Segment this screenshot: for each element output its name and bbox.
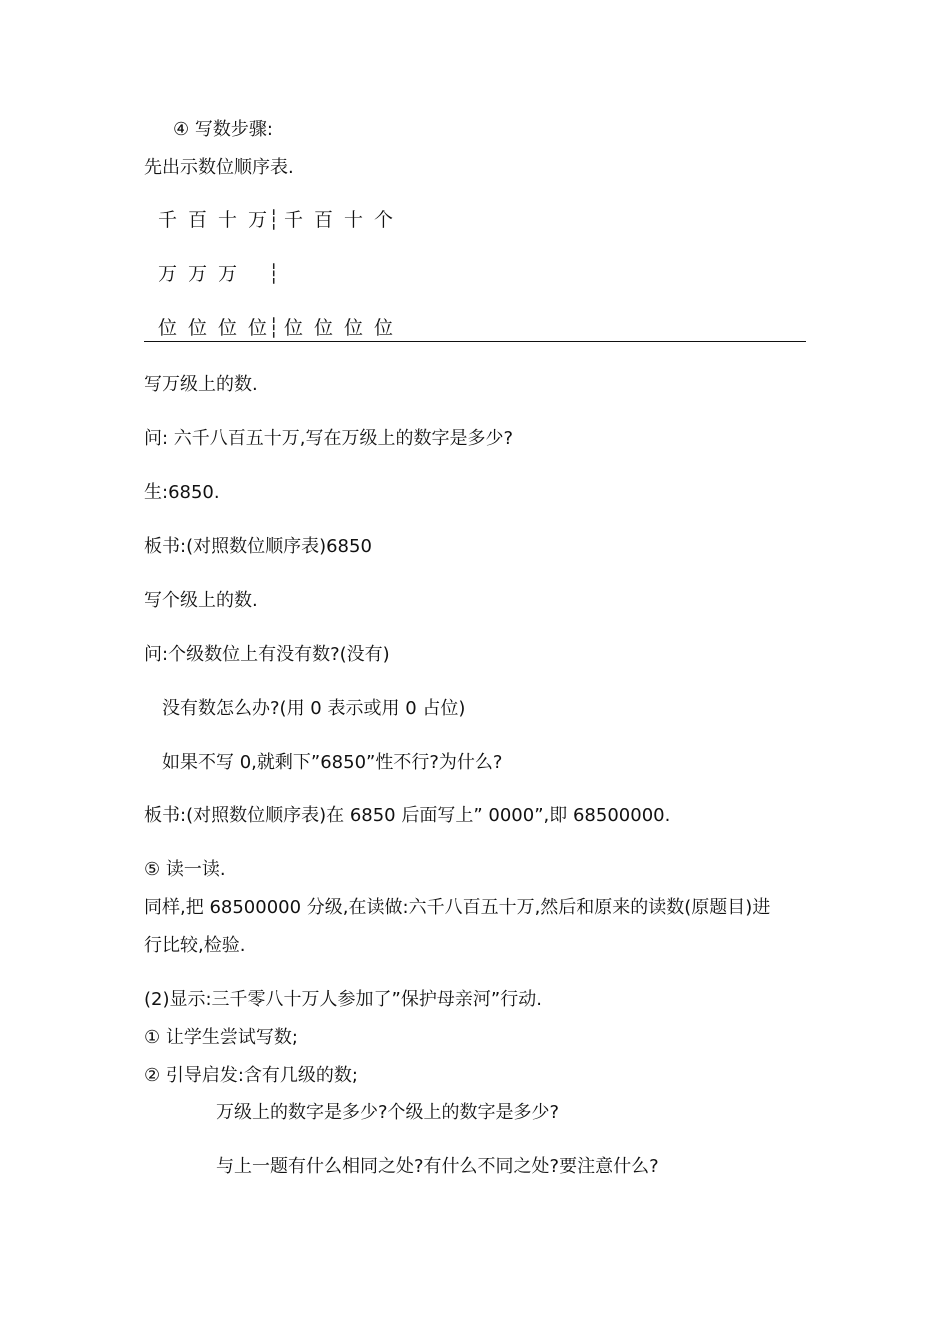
class-separator: ┆	[268, 263, 280, 285]
step-4-heading: ④ 写数步骤:	[173, 119, 273, 140]
body-line: 问:个级数位上有没有数?(没有)	[144, 644, 390, 665]
place-cell: 万	[248, 209, 268, 231]
class-separator: ┆	[268, 317, 280, 339]
body-line: 板书:(对照数位顺序表)6850	[144, 536, 372, 557]
class-separator: ┆	[268, 209, 280, 231]
place-cell: 位	[374, 317, 394, 339]
place-cell: 千	[284, 209, 304, 231]
place-table-row-1	[158, 207, 404, 233]
place-cell: 十	[344, 209, 364, 231]
place-cell: 百	[314, 209, 334, 231]
body-line: 生:6850.	[144, 482, 220, 503]
place-cell: 位	[248, 317, 268, 339]
place-cell: 位	[158, 317, 178, 339]
body-line: 问: 六千八百五十万,写在万级上的数字是多少?	[144, 428, 514, 449]
place-cell: 万	[218, 263, 238, 285]
place-cell: 万	[158, 263, 178, 285]
body-line: 写万级上的数.	[144, 374, 258, 395]
place-table-row-3	[158, 315, 404, 341]
place-cell: 万	[188, 263, 208, 285]
table-bottom-rule	[144, 341, 806, 342]
section-2-heading: (2)显示:三千零八十万人参加了”保护母亲河”行动.	[144, 989, 542, 1010]
place-cell: 位	[314, 317, 334, 339]
list-item: ① 让学生尝试写数;	[144, 1027, 298, 1048]
place-cell: 千	[158, 209, 178, 231]
step-5-heading: ⑤ 读一读.	[144, 859, 226, 880]
place-cell: 个	[374, 209, 394, 231]
place-cell: 十	[218, 209, 238, 231]
body-line: 板书:(对照数位顺序表)在 6850 后面写上” 0000”,即 68500000.	[144, 805, 671, 826]
place-cell: 位	[284, 317, 304, 339]
list-item: ② 引导启发:含有几级的数;	[144, 1065, 358, 1086]
body-line: 与上一题有什么相同之处?有什么不同之处?要注意什么?	[216, 1156, 659, 1177]
place-cell: 位	[344, 317, 364, 339]
place-cell: 位	[218, 317, 238, 339]
intro-text: 先出示数位顺序表.	[144, 157, 294, 178]
body-line: 没有数怎么办?(用 0 表示或用 0 占位)	[162, 698, 466, 719]
place-cell: 位	[188, 317, 208, 339]
body-line: 如果不写 0,就剩下”6850”性不行?为什么?	[162, 752, 503, 773]
place-cell: 百	[188, 209, 208, 231]
place-table-row-2	[158, 261, 284, 287]
body-line: 写个级上的数.	[144, 590, 258, 611]
body-line: 万级上的数字是多少?个级上的数字是多少?	[216, 1102, 560, 1123]
body-line: 同样,把 68500000 分级,在读做:六千八百五十万,然后和原来的读数(原题目)进	[144, 897, 771, 918]
body-line: 行比较,检验.	[144, 935, 246, 956]
